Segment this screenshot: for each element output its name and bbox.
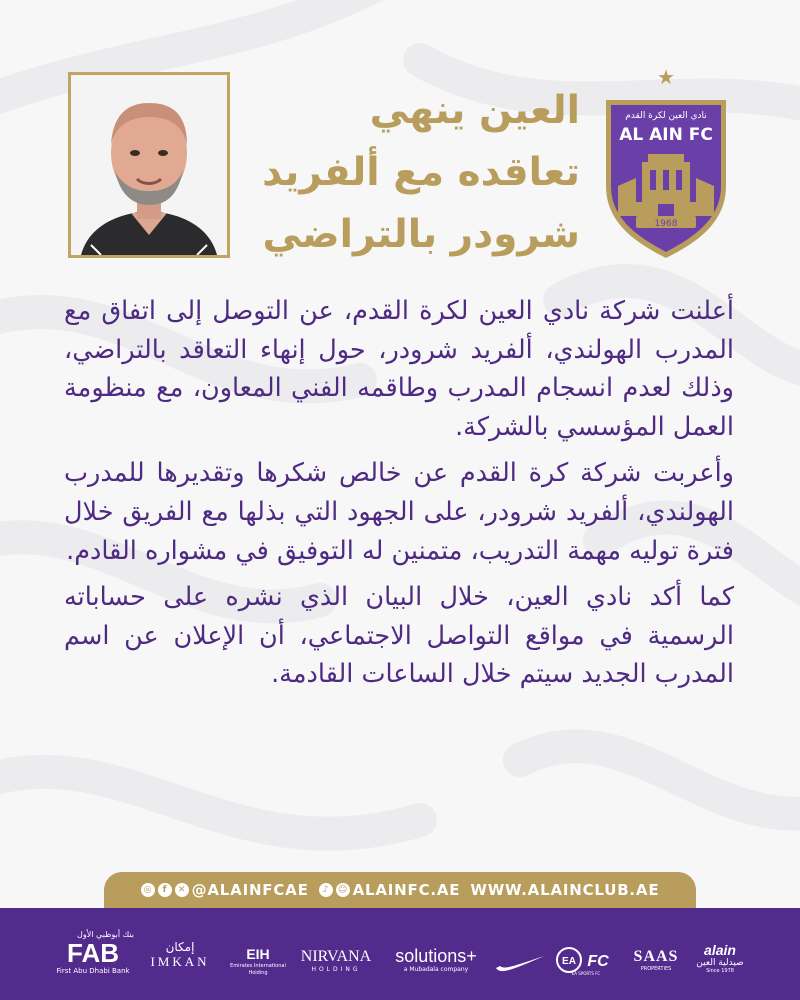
sponsor-fab-logo: بنك أبوظبي الأول FAB First Abu Dhabi Bank xyxy=(56,930,134,975)
sponsors-bar xyxy=(0,908,800,1000)
crest-star-icon: ★ xyxy=(657,66,675,89)
social-links-bar xyxy=(104,872,696,908)
crest-arabic-name: نادي العين لكرة القدم xyxy=(625,111,707,121)
social-handle[interactable]: @ALAINFCAE xyxy=(191,881,309,899)
sponsor-ea-sports-logo xyxy=(556,946,616,976)
crest-year: 1968 xyxy=(654,219,678,229)
article-paragraph-3: كما أكد نادي العين، خلال البيان الذي نشره على حساباته الرسمية في مواقع التواصل الاجتماعي، أن الإعلان عن اسم المدرب الجديد سيتم خلال الساعات القادمة. xyxy=(64,582,734,690)
svg-text:EA SPORTS FC: EA SPORTS FC xyxy=(571,971,601,976)
website-link[interactable]: WWW.ALAINCLUB.AE xyxy=(470,881,660,899)
crest-name: AL AIN FC xyxy=(619,125,713,145)
sponsor-imkan-logo: إمكان IMKAN xyxy=(150,940,210,969)
al-ain-fc-crest xyxy=(598,66,734,262)
sponsor-eih-logo: EIH Emirates International Holding xyxy=(230,946,286,976)
x-icon[interactable]: ✕ xyxy=(175,883,189,897)
social-site[interactable]: ALAINFC.AE xyxy=(352,881,461,899)
headline-line-1: العين ينهي xyxy=(369,88,580,133)
headline xyxy=(245,80,580,266)
article-paragraph-2: وأعربت شركة كرة القدم عن خالص شكرها وتقديرها للمدرب الهولندي، ألفريد شرودر، على الجهود التي بذلها مع الفريق خلال فترة توليه مهمة التدريب، متمنين له التوفيق في مشواره القادم. xyxy=(64,458,734,566)
facebook-icon[interactable]: f xyxy=(158,883,172,897)
sponsor-nirvana-logo: NIRVANA HOLDING xyxy=(300,948,372,973)
article-paragraph-1: أعلنت شركة نادي العين لكرة القدم، عن التوصل إلى اتفاق مع المدرب الهولندي، ألفريد شرودر، حول إنهاء التعاقد بالتراضي، وذلك لعدم انسجام المدرب وطاقمه الفني المعاون، مع منظومة العمل المؤسسي بالشركة. xyxy=(64,296,734,442)
headline-line-2: تعاقده مع ألفريد xyxy=(262,150,580,195)
coach-portrait xyxy=(71,75,227,255)
instagram-icon[interactable]: ◎ xyxy=(141,883,155,897)
article-body xyxy=(64,292,734,702)
coach-photo xyxy=(68,72,230,258)
headline-line-3: شرودر بالتراضي xyxy=(262,212,580,257)
sponsor-nike-swoosh-icon xyxy=(494,952,546,974)
sponsor-solutions-logo: solutions+ a Mubadala company xyxy=(395,946,477,973)
tiktok-icon[interactable]: ♪ xyxy=(319,883,333,897)
sponsor-alain-pharmacy-logo: alain صيدلية العين Since 1978 xyxy=(696,942,744,974)
svg-text:FC: FC xyxy=(587,953,609,970)
svg-text:EA: EA xyxy=(562,956,576,967)
snapchat-icon[interactable]: ☺ xyxy=(336,883,350,897)
sponsor-saas-logo: SAAS PROPERTIES xyxy=(633,948,679,972)
